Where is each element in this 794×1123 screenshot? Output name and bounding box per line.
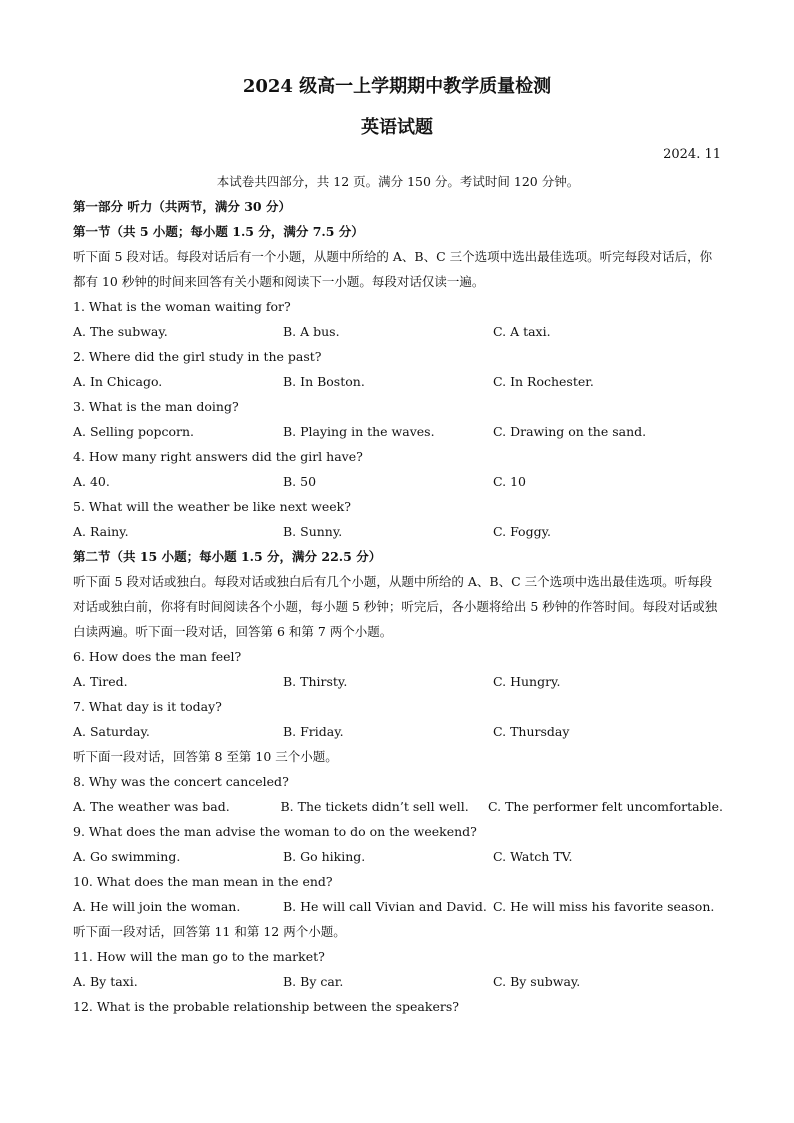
option-a: A. Selling popcorn.	[73, 424, 195, 439]
question-options	[73, 369, 723, 394]
option-b: B. 50	[283, 474, 317, 489]
question-options	[73, 669, 723, 694]
page-subtitle: 英语试题	[361, 117, 433, 138]
option-c: C. The performer felt uncomfortable.	[488, 799, 723, 814]
question-options	[73, 844, 723, 869]
option-b: B. Playing in the waves.	[283, 424, 435, 439]
option-c: C. He will miss his favorite season.	[493, 899, 715, 914]
section2-heading: 第二节（共 15 小题；每小题 1.5 分，满分 22.5 分）	[73, 549, 382, 564]
exam-content	[73, 169, 723, 1019]
option-b: B. He will call Vivian and David.	[283, 899, 487, 914]
question-text: 3. What is the man doing?	[73, 399, 239, 414]
question-options	[73, 519, 723, 544]
dialogue-note: 听下面一段对话，回答第 11 和第 12 两个小题。	[73, 924, 346, 939]
question-text: 8. Why was the concert canceled?	[73, 774, 289, 789]
option-c: C. Drawing on the sand.	[493, 424, 647, 439]
question-text: 11. How will the man go to the market?	[73, 949, 325, 964]
option-a: A. Go swimming.	[73, 849, 181, 864]
question-text: 10. What does the man mean in the end?	[73, 874, 333, 889]
page-title: 2024 级高一上学期期中教学质量检测	[242, 76, 552, 97]
question-text: 12. What is the probable relationship between the speakers?	[73, 999, 459, 1014]
question-text: 4. How many right answers did the girl have?	[73, 449, 363, 464]
option-a: A. The subway.	[73, 324, 168, 339]
question-text: 5. What will the weather be like next week?	[73, 499, 351, 514]
option-b: B. A bus.	[283, 324, 340, 339]
option-a: A. Saturday.	[73, 724, 150, 739]
question-options	[73, 419, 723, 444]
question-text: 9. What does the man advise the woman to do on the weekend?	[73, 824, 477, 839]
option-a: A. In Chicago.	[73, 374, 163, 389]
option-c: C. By subway.	[493, 974, 581, 989]
question-options	[73, 719, 723, 744]
option-c: C. Thursday	[493, 724, 570, 739]
dialogue-note: 听下面一段对话，回答第 8 至第 10 三个小题。	[73, 749, 338, 764]
option-b: B. In Boston.	[283, 374, 365, 389]
option-a: A. By taxi.	[73, 974, 138, 989]
question-options	[73, 894, 723, 919]
exam-date: 2024. 11	[663, 147, 721, 162]
option-c: C. 10	[493, 474, 526, 489]
question-options	[73, 794, 723, 819]
option-b: B. The tickets didn’t sell well.	[280, 799, 469, 814]
question-text: 6. How does the man feel?	[73, 649, 242, 664]
option-c: C. In Rochester.	[493, 374, 594, 389]
question-options	[73, 969, 723, 994]
option-a: A. Rainy.	[73, 524, 129, 539]
option-c: C. A taxi.	[493, 324, 551, 339]
question-text: 7. What day is it today?	[73, 699, 222, 714]
option-a: A. 40.	[73, 474, 110, 489]
option-a: A. The weather was bad.	[73, 799, 230, 814]
exam-intro: 本试卷共四部分，共 12 页。满分 150 分。考试时间 120 分钟。	[216, 174, 580, 189]
option-c: C. Watch TV.	[493, 849, 573, 864]
option-b: B. Friday.	[283, 724, 344, 739]
option-b: B. Thirsty.	[283, 674, 348, 689]
section2-instructions: 听下面 5 段对话或独白。每段对话或独白后有几个小题，从题中所给的 A、B、C 三个选项中选出最佳选项。听每段对话或独白前，你将有时间阅读各个小题，每小题 5 秒钟；听完后，各小题将给出 5 秒钟的作答时间。每段对话或独白读两遍。听下面一段对话，回答第 6 和第 7 两个小题。	[73, 574, 718, 639]
question-options	[73, 319, 723, 344]
question-options	[73, 469, 723, 494]
section1-heading: 第一节（共 5 小题；每小题 1.5 分，满分 7.5 分）	[73, 224, 364, 239]
section1-instructions: 听下面 5 段对话。每段对话后有一个小题，从题中所给的 A、B、C 三个选项中选出最佳选项。听完每段对话后，你都有 10 秒钟的时间来回答有关小题和阅读下一小题。每段对话仅读一遍。	[73, 249, 713, 289]
option-a: A. He will join the woman.	[73, 899, 241, 914]
option-b: B. Sunny.	[283, 524, 343, 539]
option-b: B. Go hiking.	[283, 849, 366, 864]
question-text: 1. What is the woman waiting for?	[73, 299, 291, 314]
option-a: A. Tired.	[73, 674, 128, 689]
question-text: 2. Where did the girl study in the past?	[73, 349, 322, 364]
option-c: C. Foggy.	[493, 524, 551, 539]
option-c: C. Hungry.	[493, 674, 561, 689]
part1-heading: 第一部分 听力（共两节，满分 30 分）	[73, 199, 291, 214]
option-b: B. By car.	[283, 974, 344, 989]
